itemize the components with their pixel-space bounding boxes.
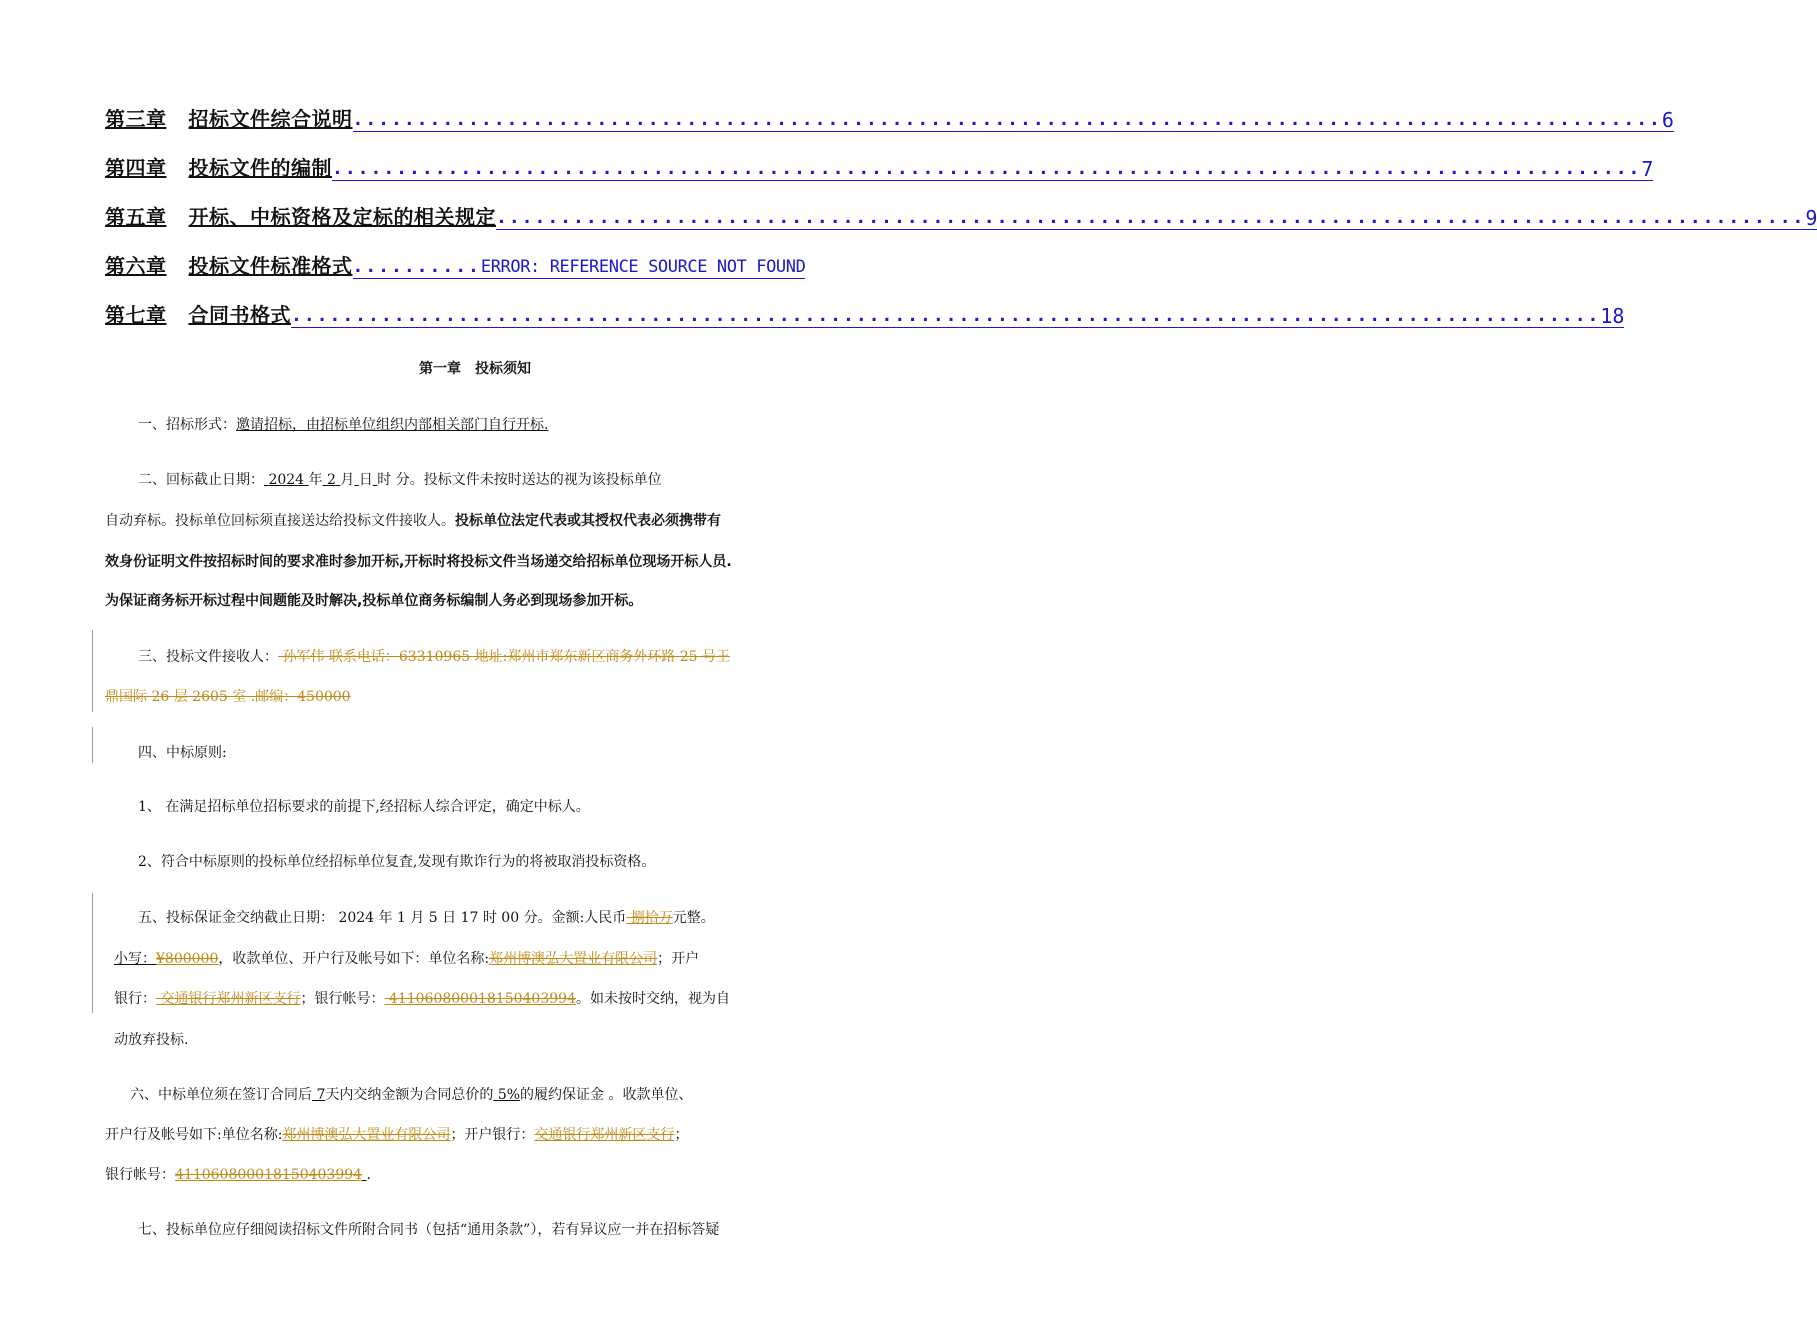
chapter-title: 第一章 投标须知 (419, 361, 531, 377)
toc-entry-ch4[interactable] (105, 151, 1654, 181)
section-3-line-1: 三、投标文件接收人： 孙军伟 联系电话：63310965 地址:郑州市郑东新区商务外环路 25 号王 (138, 649, 731, 665)
section-1-paragraph: 一、招标形式：邀请招标，由招标单位组织内部相关部门自行开标. (138, 417, 549, 433)
deleted-text: 郑州博澳弘大置业有限公司 (489, 951, 658, 967)
toc-entry-ch5[interactable] (105, 200, 1817, 230)
section-2-line-4: 为保证商务标开标过程中间题能及时解决,投标单位商务标编制人务必到现场参加开标。 (105, 593, 643, 609)
section-6-line-2: 开户行及帐号如下:单位名称:郑州博澳弘大置业有限公司；开户银行：交通银行郑州新区支行； (105, 1127, 689, 1143)
toc-leader-dots: ...................................................................................................... (496, 207, 1806, 228)
deleted-text: 交通银行郑州新区支行 (160, 991, 301, 1007)
section-5-line-1: 五、投标保证金交纳截止日期： 2024 年 1 月 5 日 17 时 00 分。金额:人民币 捌拾万元整。 (138, 910, 715, 926)
revision-bar (92, 893, 93, 1013)
deleted-text: 孙军伟 联系电话：63310965 地址:郑州市郑东新区商务外环路 25 号王 (278, 649, 731, 665)
toc-page-number: ERROR: REFERENCE SOURCE NOT FOUND (480, 257, 806, 277)
toc-entry-title: 第三章 招标文件综合说明 (105, 107, 353, 131)
toc-page-number: 9 (1805, 206, 1817, 230)
section-3-line-2: 鼎国际 26 层 2605 室 .邮编：450000 (105, 689, 351, 705)
toc-leader-dots: ...................................................................................................... (332, 158, 1642, 179)
toc-leader-dots: ...................................................................................................... (291, 305, 1601, 326)
section-6-line-1: 六、中标单位须在签订合同后 7天内交纳金额为合同总价的 5%的履约保证金 。收款单位、 (130, 1087, 693, 1103)
revision-bar (92, 727, 93, 763)
section-7-line-1: 七、投标单位应仔细阅读招标文件所附合同书（包括“通用条款”），若有异议应一并在招标答疑 (138, 1222, 720, 1238)
toc-leader-dots: ...................................................................................................... (352, 109, 1662, 130)
deleted-text: 捌拾万 (630, 910, 673, 926)
toc-entry-ch7[interactable] (105, 298, 1625, 328)
section-4-item-2: 2、符合中标原则的投标单位经招标单位复査,发现有欺诈行为的将被取消投标资格。 (138, 854, 656, 870)
section-6-line-3: 银行帐号：411060800018150403994 . (105, 1167, 371, 1183)
section-2-line-2: 自动弃标。投标单位回标须直接送达给投标文件接收人。投标单位法定代表或其授权代表必须携带有 (105, 513, 721, 529)
deleted-text: 411060800018150403994 (175, 1167, 363, 1183)
section-4-item-1: 1、 在满足招标单位招标要求的前提下,经招标人综合评定，确定中标人。 (138, 799, 590, 815)
toc-page-number: 6 (1661, 108, 1674, 132)
toc-entry-title: 第七章 合同书格式 (105, 303, 291, 327)
bidding-method-value: 邀请招标，由招标单位组织内部相关部门自行开标. (236, 417, 549, 433)
toc-entry-title: 第六章 投标文件标准格式 (105, 254, 353, 278)
section-5-line-3: 银行： 交通银行郑州新区支行；银行帐号： 411060800018150403994。如未按时交纳，视为自 (114, 991, 730, 1007)
toc-page-number: 18 (1600, 304, 1625, 328)
deleted-text: 交通银行郑州新区支行 (534, 1127, 675, 1143)
section-2-line-1: 二、回标截止日期： 2024 年 2 月 日 时 分。投标文件未按时送达的视为该投标单位 (138, 472, 662, 488)
toc-entry-ch3[interactable] (105, 102, 1674, 132)
deleted-text: ¥800000 (156, 951, 219, 967)
deleted-text: 郑州博澳弘大置业有限公司 (282, 1127, 451, 1143)
toc-entry-ch6[interactable] (105, 249, 850, 279)
toc-page-number: 7 (1641, 157, 1654, 181)
toc-entry-title: 第五章 开标、中标资格及定标的相关规定 (105, 205, 496, 229)
toc-entry-title: 第四章 投标文件的编制 (105, 156, 332, 180)
deleted-text: 411060800018150403994 (388, 991, 576, 1007)
section-4-heading: 四、中标原则: (138, 745, 227, 761)
section-5-line-4: 动放弃投标. (114, 1032, 189, 1048)
toc-leader-dots: .......... (352, 256, 481, 277)
section-5-line-2: 小写：¥800000，收款单位、开户行及帐号如下：单位名称:郑州博澳弘大置业有限公司；开户 (114, 951, 700, 967)
revision-bar (92, 630, 93, 712)
section-2-line-3: 效身份证明文件按招标时间的要求准时参加开标,开标时将投标文件当场递交给招标单位现场开标人员. (105, 554, 732, 570)
